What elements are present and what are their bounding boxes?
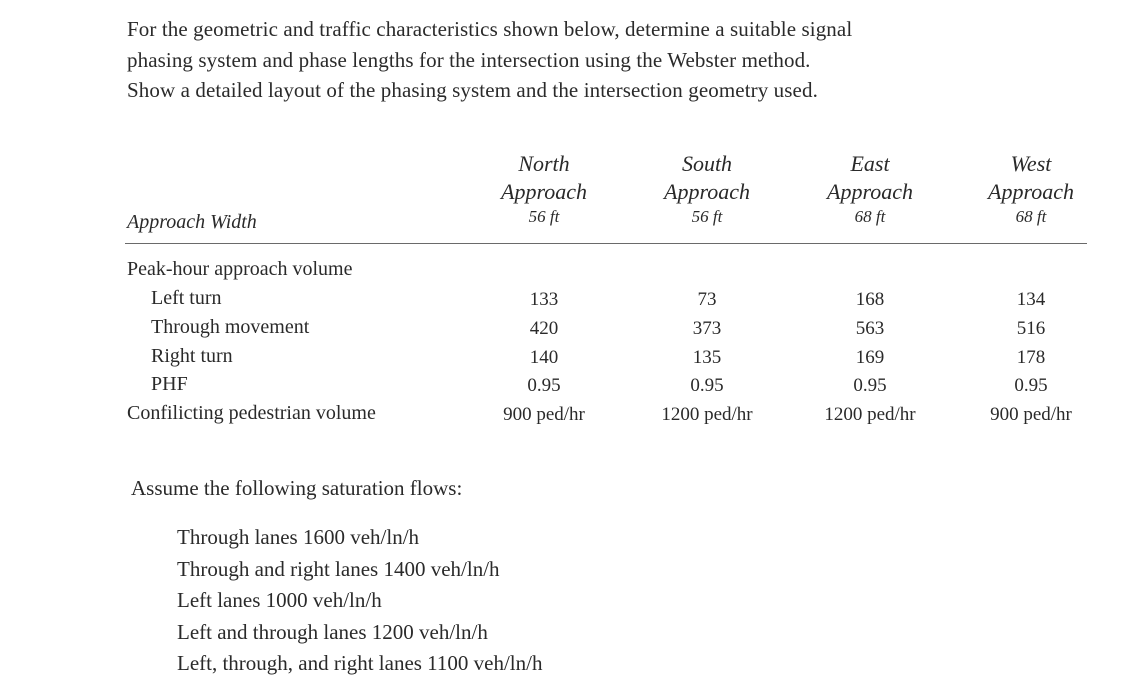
table-cell: 140 [529, 347, 559, 368]
table-cell: 563 [855, 318, 885, 339]
table-cell: 169 [855, 347, 885, 368]
saturation-flow-item: Through and right lanes 1400 veh/ln/h [177, 556, 500, 581]
column-header-width: 56 ft [528, 207, 560, 226]
column-header-width: 68 ft [1015, 207, 1047, 226]
saturation-flow-item: Left and through lanes 1200 veh/ln/h [177, 619, 488, 644]
column-header-name: West [1010, 151, 1052, 176]
row-label-pedestrian: Confilicting pedestrian volume [127, 402, 376, 424]
volume-heading: Peak-hour approach volume [127, 258, 353, 280]
table-cell: 0.95 [853, 375, 887, 396]
table-cell: 420 [529, 318, 559, 339]
column-header-south [647, 150, 767, 228]
table-cell: 373 [692, 318, 722, 339]
table-cell: 1200 ped/hr [824, 404, 916, 425]
table-cell: 133 [529, 289, 559, 310]
problem-line: Show a detailed layout of the phasing system and the intersection geometry used. [127, 78, 818, 102]
table-cell: 1200 ped/hr [661, 404, 753, 425]
table-cell: 135 [692, 347, 722, 368]
problem-line: phasing system and phase lengths for the intersection using the Webster method. [127, 47, 811, 72]
assumption-heading: Assume the following saturation flows: [131, 476, 463, 500]
column-header-east [810, 150, 930, 228]
column-header-sub: Approach [664, 179, 750, 204]
table-cell: 168 [855, 289, 885, 310]
column-header-width: 56 ft [691, 207, 723, 226]
column-header-sub: Approach [501, 179, 587, 204]
column-header-name: East [850, 151, 890, 176]
table-cell: 900 ped/hr [990, 404, 1072, 425]
row-label-left-turn: Left turn [151, 287, 222, 309]
problem-line: For the geometric and traffic characteristics shown below, determine a suitable signal [127, 17, 853, 41]
row-label-right-turn: Right turn [151, 345, 233, 367]
column-header-sub: Approach [988, 179, 1074, 204]
table-cell: 900 ped/hr [503, 404, 585, 425]
saturation-flow-item: Left, through, and right lanes 1100 veh/ln/h [177, 651, 543, 675]
table-cell: 73 [697, 289, 717, 310]
approach-width-label: Approach Width [127, 211, 257, 233]
row-label-through: Through movement [151, 316, 310, 338]
saturation-flow-list [177, 522, 542, 680]
column-header-name: South [681, 151, 733, 176]
table-cell: 178 [1016, 347, 1046, 368]
table-cell: 0.95 [690, 375, 724, 396]
problem-statement [127, 14, 1107, 106]
table-divider [125, 243, 1087, 244]
row-label-phf: PHF [151, 373, 188, 395]
column-header-west [971, 150, 1091, 228]
table-cell: 0.95 [1014, 375, 1048, 396]
table-cell: 516 [1016, 318, 1046, 339]
saturation-flow-item: Left lanes 1000 veh/ln/h [177, 588, 382, 612]
column-header-north [484, 150, 604, 228]
column-header-sub: Approach [827, 179, 913, 204]
saturation-flow-item: Through lanes 1600 veh/ln/h [177, 525, 420, 549]
table-cell: 0.95 [527, 375, 561, 396]
column-header-width: 68 ft [854, 207, 886, 226]
column-header-name: North [518, 151, 570, 176]
table-cell: 134 [1016, 289, 1046, 310]
